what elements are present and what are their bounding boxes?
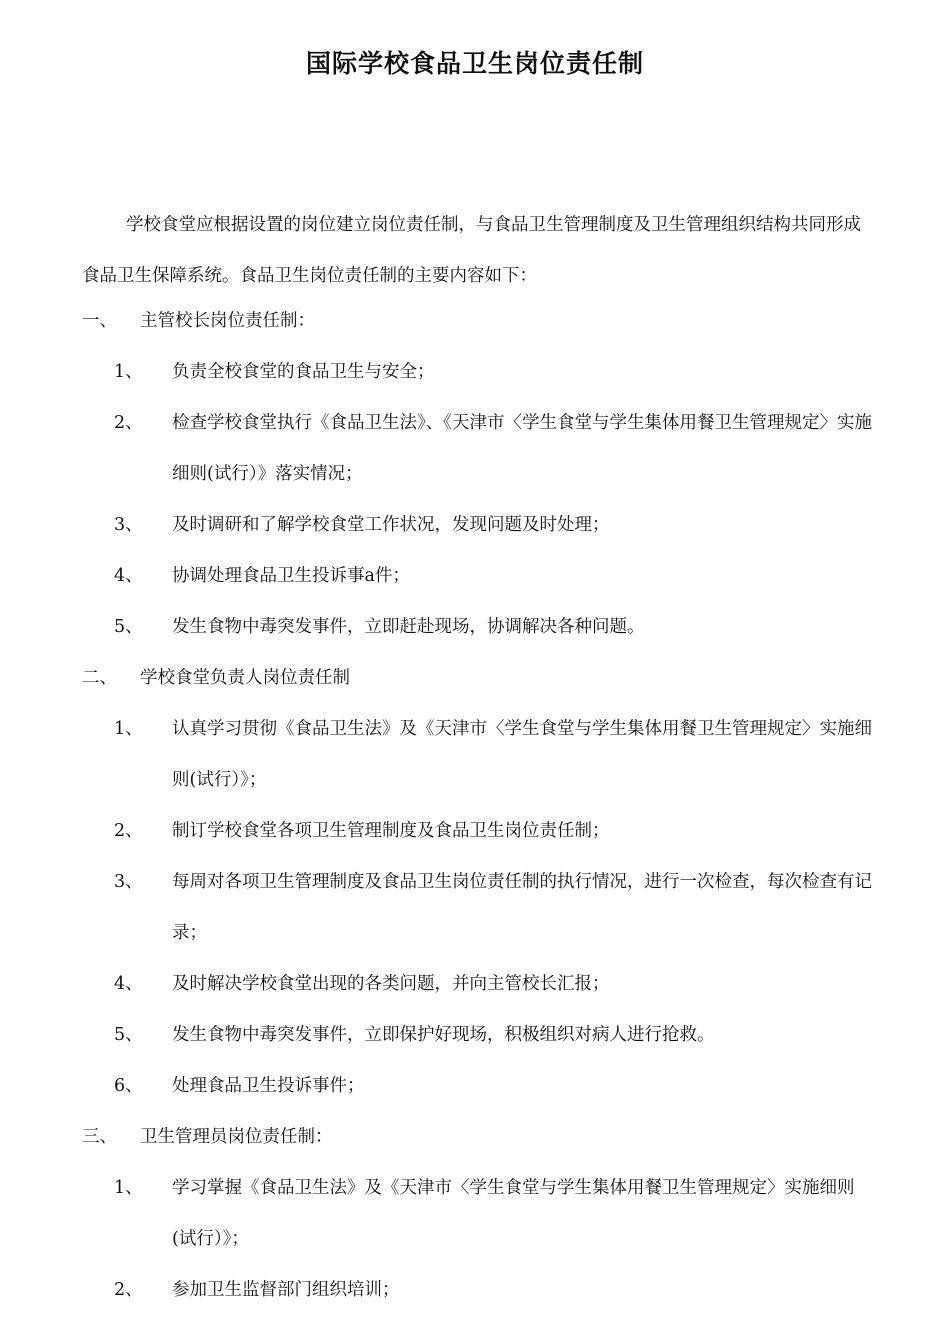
section-number: 一、 bbox=[82, 311, 117, 331]
item-text: 协调处理食品卫生投诉事a件； bbox=[172, 566, 410, 586]
list-item bbox=[114, 1265, 874, 1316]
list-item bbox=[114, 959, 874, 1010]
list-item bbox=[114, 1010, 874, 1061]
item-number: 5、 bbox=[114, 617, 143, 637]
item-text: 及时调研和了解学校食堂工作状况，发现问题及时处理； bbox=[172, 515, 610, 535]
list-item bbox=[114, 806, 874, 857]
item-text: 处理食品卫生投诉事件； bbox=[172, 1076, 365, 1096]
list-item bbox=[114, 857, 874, 959]
item-text: 制订学校食堂各项卫生管理制度及食品卫生岗位责任制； bbox=[172, 821, 610, 841]
item-number: 1、 bbox=[114, 1178, 143, 1198]
section-heading-3 bbox=[82, 1112, 333, 1163]
list-item bbox=[114, 1061, 874, 1112]
list-item bbox=[114, 398, 874, 500]
list-item bbox=[114, 704, 874, 806]
intro-paragraph: 学校食堂应根据设置的岗位建立岗位责任制，与食品卫生管理制度及卫生管理组织结构共同形成食品卫生保障系统。食品卫生岗位责任制的主要内容如下： bbox=[82, 215, 861, 286]
item-number: 3、 bbox=[114, 515, 143, 535]
section-heading-2 bbox=[82, 653, 350, 704]
section-number: 三、 bbox=[82, 1127, 117, 1147]
item-number: 4、 bbox=[114, 566, 143, 586]
list-item bbox=[114, 1163, 874, 1265]
section-number: 二、 bbox=[82, 668, 117, 688]
item-text: 参加卫生监督部门组织培训； bbox=[172, 1280, 400, 1300]
item-text: 发生食物中毒突发事件，立即赶赴现场，协调解决各种问题。 bbox=[172, 617, 645, 637]
item-number: 3、 bbox=[114, 872, 143, 892]
item-number: 2、 bbox=[114, 1280, 143, 1300]
item-text: 每周对各项卫生管理制度及食品卫生岗位责任制的执行情况，进行一次检查，每次检查有记录； bbox=[172, 872, 872, 943]
page-title: 国际学校食品卫生岗位责任制 bbox=[305, 49, 644, 78]
item-text: 及时解决学校食堂出现的各类问题，并向主管校长汇报； bbox=[172, 974, 610, 994]
section-title: 卫生管理员岗位责任制： bbox=[140, 1127, 333, 1147]
item-number: 4、 bbox=[114, 974, 143, 994]
item-number: 6、 bbox=[114, 1076, 143, 1096]
item-number: 2、 bbox=[114, 821, 143, 841]
item-number: 2、 bbox=[114, 413, 143, 433]
section-title: 学校食堂负责人岗位责任制 bbox=[140, 668, 350, 688]
item-text: 负责全校食堂的食品卫生与安全； bbox=[172, 362, 435, 382]
section-title: 主管校长岗位责任制： bbox=[140, 311, 315, 331]
list-item bbox=[114, 500, 874, 551]
item-text: 发生食物中毒突发事件，立即保护好现场，积极组织对病人进行抢救。 bbox=[172, 1025, 715, 1045]
list-item bbox=[114, 602, 874, 653]
item-text: 检查学校食堂执行《食品卫生法》、《天津市〈学生食堂与学生集体用餐卫生管理规定〉实施细则(试行）》落实情况； bbox=[172, 413, 872, 484]
section-heading-1 bbox=[82, 296, 315, 347]
item-number: 1、 bbox=[114, 362, 143, 382]
item-number: 1、 bbox=[114, 719, 143, 739]
item-text: 学习掌握《食品卫生法》及《天津市〈学生食堂与学生集体用餐卫生管理规定〉实施细则(试行）》； bbox=[172, 1178, 855, 1249]
list-item bbox=[114, 347, 874, 398]
item-text: 认真学习贯彻《食品卫生法》及《天津市〈学生食堂与学生集体用餐卫生管理规定〉实施细则(试行）》； bbox=[172, 719, 872, 790]
item-number: 5、 bbox=[114, 1025, 143, 1045]
list-item bbox=[114, 551, 874, 602]
